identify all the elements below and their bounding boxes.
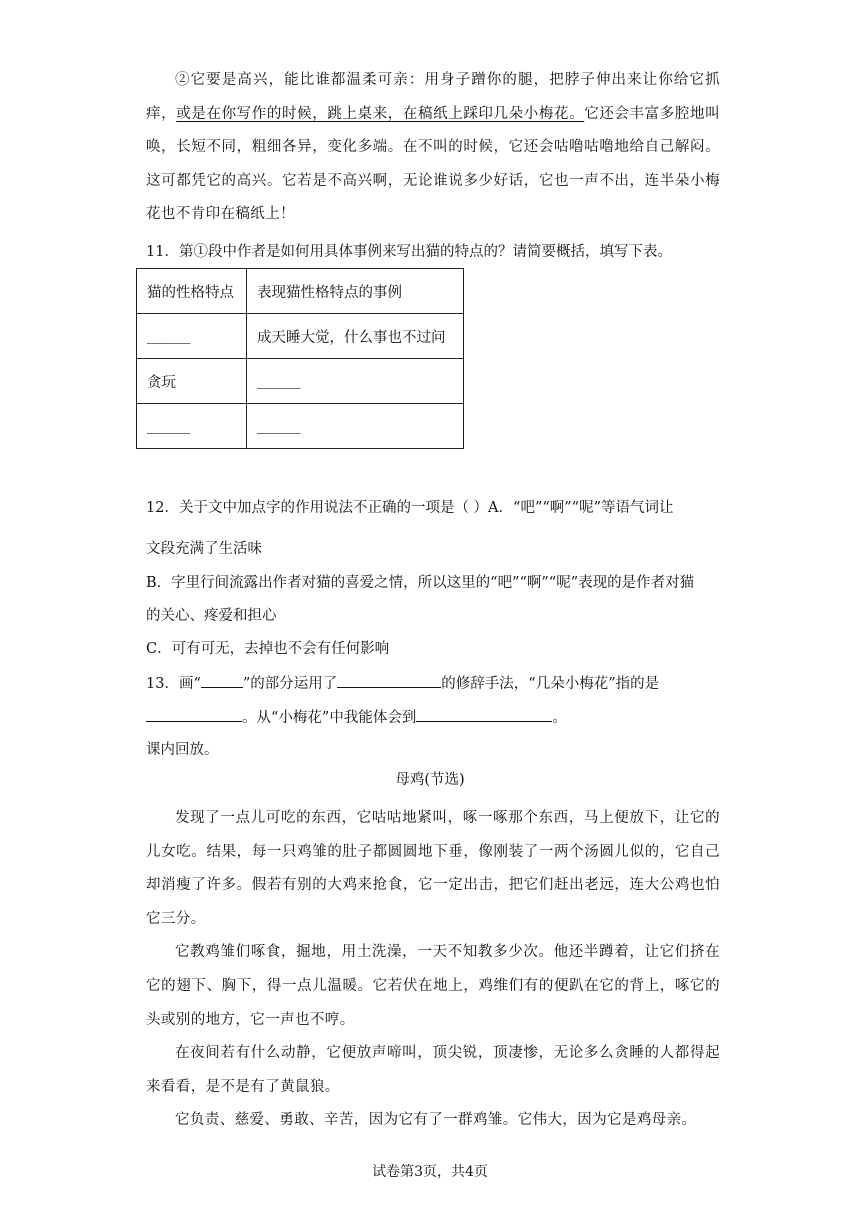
review-label: 课内回放。 [146, 742, 219, 758]
option-b-line1[interactable]: B．字里行间流露出作者对猫的喜爱之情，所以这里的“吧”“啊”“呢”表现的是作者对猫 [146, 575, 695, 591]
passage-paragraph-2 [146, 64, 720, 232]
table-cell: 贪玩 [137, 359, 247, 404]
review-passage [146, 802, 720, 1138]
review-paragraph: 它负责、慈爱、勇敢、辛苦，因为它有了一群鸡雏。它伟大，因为它是鸡母亲。 [175, 1112, 697, 1129]
question-12-line2: 文段充满了生活味 [146, 541, 262, 557]
review-paragraph: 发现了一点儿可吃的东西，它咕咕地紧叫，啄一啄那个东西，马上便放下，让它的儿女吃。结果，每一只鸡雏的肚子都圆圆地下垂，像刚装了一两个汤圆儿似的，它自己却消瘦了许多。假若有别的大鸡来抢食，它一定出击，把它们赶出老远，连大公鸡也怕它三分。 [146, 810, 720, 927]
q13-text: 13．画“ [146, 676, 201, 692]
answer-blank[interactable]: ______ [137, 404, 247, 449]
table-cell: 成天睡大觉，什么事也不过问 [247, 314, 464, 359]
table-row [137, 314, 464, 359]
option-c[interactable]: C．可有可无，去掉也不会有任何影响 [146, 641, 390, 657]
question-12-line1: 12．关于文中加点字的作用说法不正确的一项是（ ）A．“吧”“啊”“呢”等语气词让 [146, 500, 674, 516]
q13-text: 。 [552, 710, 567, 726]
question-11-prompt: 11．第①段中作者是如何用具体事例来写出猫的特点的？请简要概括，填写下表。 [146, 244, 672, 260]
table-header-cell: 猫的性格特点 [137, 269, 247, 314]
answer-blank[interactable]: ______ [247, 359, 464, 404]
review-title: 母鸡(节选) [395, 772, 465, 788]
table-header-row [137, 269, 464, 314]
q13-blank-rhetoric[interactable] [337, 673, 441, 688]
question-11-table [136, 268, 464, 449]
answer-blank[interactable]: ______ [247, 404, 464, 449]
review-paragraph: 它教鸡雏们啄食，掘地，用土洗澡，一天不知教多少次。他还半蹲着，让它们挤在它的翅下、胸下，得一点儿温暖。它若伏在地上，鸡维们有的便趴在它的背上，啄它的头或别的地方，它一声也不哼。 [146, 944, 720, 1028]
q13-text: ”的部分运用了 [242, 676, 338, 692]
passage-text-start: ②它要是高兴，能比谁都温柔可亲：用身子蹭你的腿，把脖子伸出来让你给它抓痒， [146, 72, 720, 122]
q13-text: 的修辞手法，“几朵小梅花”指的是 [441, 676, 660, 692]
table-row [137, 359, 464, 404]
q13-blank-feeling[interactable] [416, 707, 552, 722]
question-13-line2 [146, 707, 567, 728]
option-b-line2[interactable]: 的关心、疼爱和担心 [146, 608, 277, 624]
answer-blank[interactable]: ______ [137, 314, 247, 359]
passage-text-end: 它还会丰富多腔地叫唤，长短不同，粗细各异，变化多端。在不叫的时候，它还会咕噜咕噜地给自己解闷。这可都凭它的高兴。它若是不高兴啊，无论谁说多少好话，它也一声不出，连半朵小梅花也不肯印在稿纸上！ [146, 105, 720, 223]
underlined-sentence: 或是在你写作的时候，跳上桌来，在稿纸上踩印几朵小梅花。 [176, 105, 585, 122]
q13-blank-meaning[interactable] [146, 707, 242, 722]
q13-blank-mark[interactable] [201, 673, 243, 688]
page-footer: 试卷第3页，共4页 [372, 1164, 488, 1180]
table-header-cell: 表现猫性格特点的事例 [247, 269, 464, 314]
review-paragraph: 在夜间若有什么动静，它便放声啼叫，顶尖锐，顶凄惨，无论多么贪睡的人都得起来看看，是不是有了黄鼠狼。 [146, 1045, 720, 1095]
q13-text: 。从“小梅花”中我能体会到 [242, 710, 417, 726]
table-row [137, 404, 464, 449]
question-13-line1 [146, 673, 659, 694]
